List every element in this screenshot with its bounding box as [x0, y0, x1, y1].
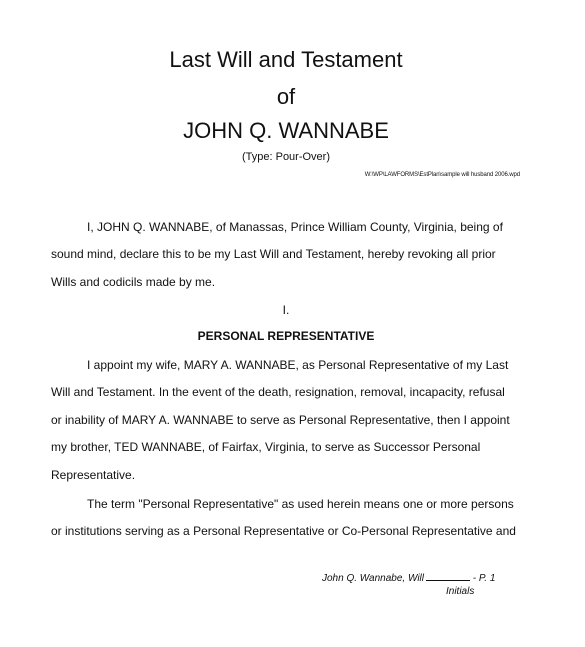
paragraph-line: The term "Personal Representative" as used herein means one or more persons [87, 497, 514, 511]
page-number: - P. 1 [470, 573, 496, 584]
title-of: of [276, 84, 296, 109]
paragraph-line: or inability of MARY A. WANNABE to serve as Personal Representative, then I appoint [51, 412, 510, 427]
paragraph-line: I appoint my wife, MARY A. WANNABE, as Personal Representative of my Last [87, 358, 509, 372]
paragraph-declaration [51, 214, 521, 296]
testator-name: JOHN Q. WANNABE [183, 118, 389, 143]
initials-blank [426, 571, 470, 581]
paragraph-line: my brother, TED WANNABE, of Fairfax, Virginia, to serve as Successor Personal [51, 440, 481, 455]
section-number: I. [282, 303, 290, 317]
paragraph-line: or institutions serving as a Personal Representative or Co-Personal Representative and [51, 524, 516, 539]
paragraph-line: sound mind, declare this to be my Last Will and Testament, hereby revoking all prior [51, 247, 496, 262]
section-heading: PERSONAL REPRESENTATIVE [197, 329, 375, 343]
paragraph-appointment [51, 352, 521, 489]
paragraph-definition [51, 491, 521, 546]
will-type: (Type: Pour-Over) [241, 151, 331, 163]
page-footer [322, 571, 495, 585]
initials-label: Initials [446, 586, 475, 597]
paragraph-line: Wills and codicils made by me. [51, 274, 216, 289]
document-title: Last Will and Testament [169, 47, 403, 72]
paragraph-line: Representative. [51, 467, 136, 482]
paragraph-line: I, JOHN Q. WANNABE, of Manassas, Prince William County, Virginia, being of [87, 220, 503, 234]
file-path: W:\WP\LAWFORMS\EstPlan\sample will husband 2006.wpd [364, 172, 520, 178]
paragraph-line: Will and Testament. In the event of the death, resignation, removal, incapacity, refusal [51, 385, 505, 400]
footer-label: John Q. Wannabe, Will [322, 573, 424, 584]
